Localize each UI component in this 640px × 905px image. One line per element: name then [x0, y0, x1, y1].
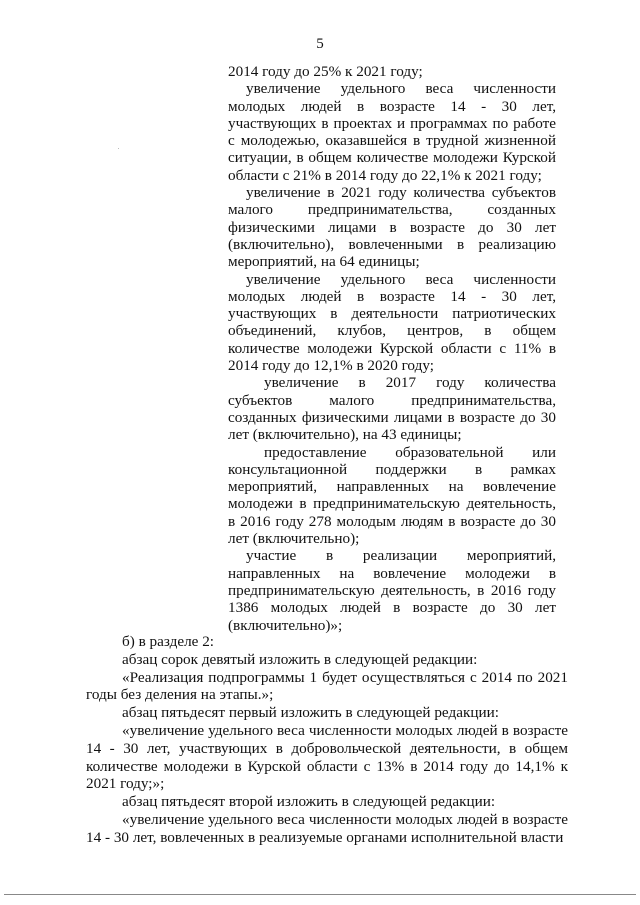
paragraph: увеличение удельного веса численности молодых людей в возрасте 14 - 30 лет, участвующих в проектах и программах по работе с молодежью, оказавшейся в трудной жизненной ситуации, в общем количестве молодежи Курской области с 21% в 2014 году до 22,1% к 2021 году;: [228, 80, 556, 184]
page-bottom-edge: [4, 894, 636, 895]
paragraph: 2014 году до 25% к 2021 году;: [228, 63, 423, 80]
paragraph: абзац пятьдесят первый изложить в следующей редакции:: [122, 704, 499, 722]
paragraph: абзац пятьдесят второй изложить в следующей редакции:: [122, 793, 496, 811]
paragraph: увеличение в 2021 году количества субъектов малого предпринимательства, созданных физическими лицами в возрасте до 30 лет (включительно), вовлеченными в реализацию мероприятий, на 64 единицы;: [228, 184, 556, 271]
paragraph: увеличение в 2017 году количества субъектов малого предпринимательства, созданных физическими лицами в возрасте до 30 лет (включительно), на 43 единицы;: [228, 374, 556, 444]
full-width-text: [86, 633, 568, 847]
paragraph: «Реализация подпрограммы 1 будет осуществляться с 2014 по 2021 годы без деления на этапы.»;: [86, 668, 568, 704]
paragraph: увеличение удельного веса численности молодых людей в возрасте 14 - 30 лет, участвующих в деятельности патриотических объединений, клубов, центров, в общем количестве молодежи Курской области с 11% в 2014 году до 12,1% в 2020 году;: [228, 270, 556, 375]
paragraph: «увеличение удельного веса численности молодых людей в возрасте 14 - 30 лет, участвующих в добровольческой деятельности, в общем количестве молодежи в Курской области с 13% в 2014 году до 14,1% к 2021 году;»;: [86, 721, 568, 793]
paragraph: б) в разделе 2:: [122, 633, 215, 650]
paragraph: «увеличение удельного веса численности молодых людей в возрасте 14 - 30 лет, вовлеченных в реализуемые органами исполнительной власти: [86, 810, 568, 846]
paragraph: участие в реализации мероприятий, направленных на вовлечение молодежи в предпринимательскую деятельность, в 2016 году 1386 молодых людей в возрасте до 30 лет (включительно)»;: [228, 547, 556, 634]
paragraph: предоставление образовательной или консультационной поддержки в рамках мероприятий, направленных на вовлечение молодежи в предпринимательскую деятельность, в 2016 году 278 молодым людям в возрасте до 30 лет (включительно);: [228, 443, 556, 548]
scan-speck: [118, 148, 119, 149]
indented-column-text: [228, 63, 556, 634]
page-number: 5: [316, 36, 324, 52]
paragraph: абзац сорок девятый изложить в следующей редакции:: [122, 650, 478, 668]
